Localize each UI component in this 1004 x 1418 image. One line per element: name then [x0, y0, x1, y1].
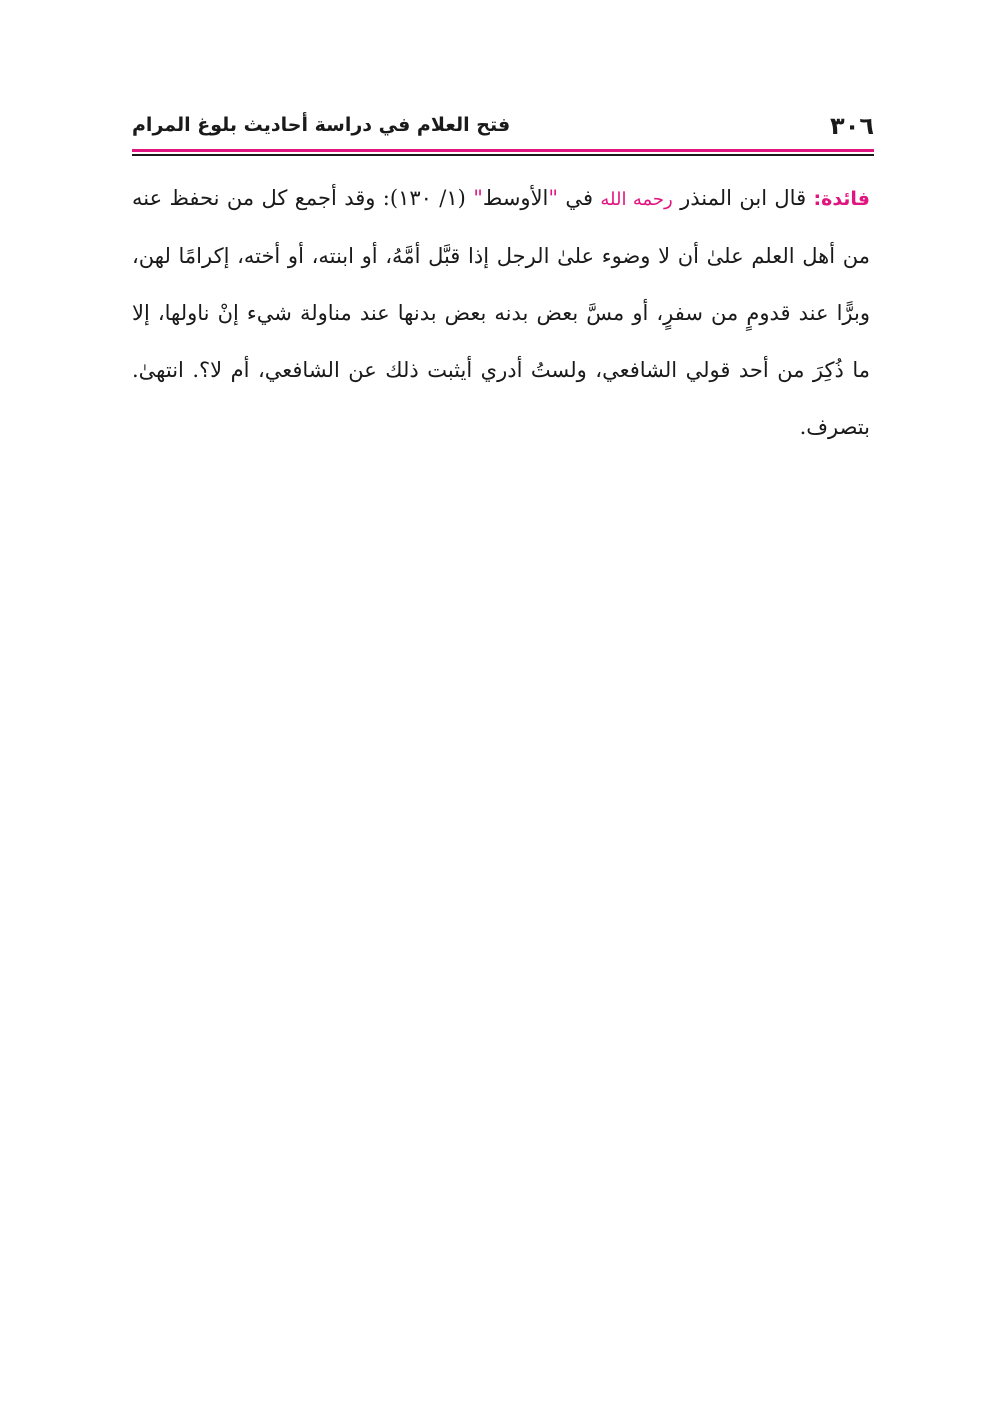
honorific-mark: رحمه الله — [600, 189, 673, 210]
text-segment-3: (١/ ١٣٠): وقد أجمع كل من نحفظ عنه من أهل العلم علىٰ أن لا وضوء علىٰ الرجل إذا قبَّل أمَّهُ، أو ابنته، أو أخته، إكرامًا لهن، وبرًّا عند قدومٍ من سفرٍ، أو مسَّ بعض بدنه بعض بدنها عند مناولة شيء إنْ ناولها، إلا ما ذُكِرَ من أحد قولي الشافعي، ولستُ أدري أيثبت ذلك عن الشافعي، أم لا؟. انتهىٰ. بتصرف. — [132, 186, 870, 439]
header-rule — [132, 154, 874, 156]
text-segment-1: قال ابن المنذر — [672, 186, 814, 210]
open-quote: " — [548, 186, 559, 210]
page-number: ٣٠٦ — [830, 112, 874, 140]
book-title: الأوسط — [482, 186, 549, 210]
running-title: فتح العلام في دراسة أحاديث بلوغ المرام — [132, 114, 511, 136]
text-segment-2: في — [558, 186, 601, 210]
body-paragraph — [132, 170, 870, 456]
header-rule-accent — [132, 149, 874, 152]
close-quote: " — [473, 186, 483, 210]
note-label: فائدة: — [813, 188, 870, 210]
page-header — [132, 112, 874, 146]
